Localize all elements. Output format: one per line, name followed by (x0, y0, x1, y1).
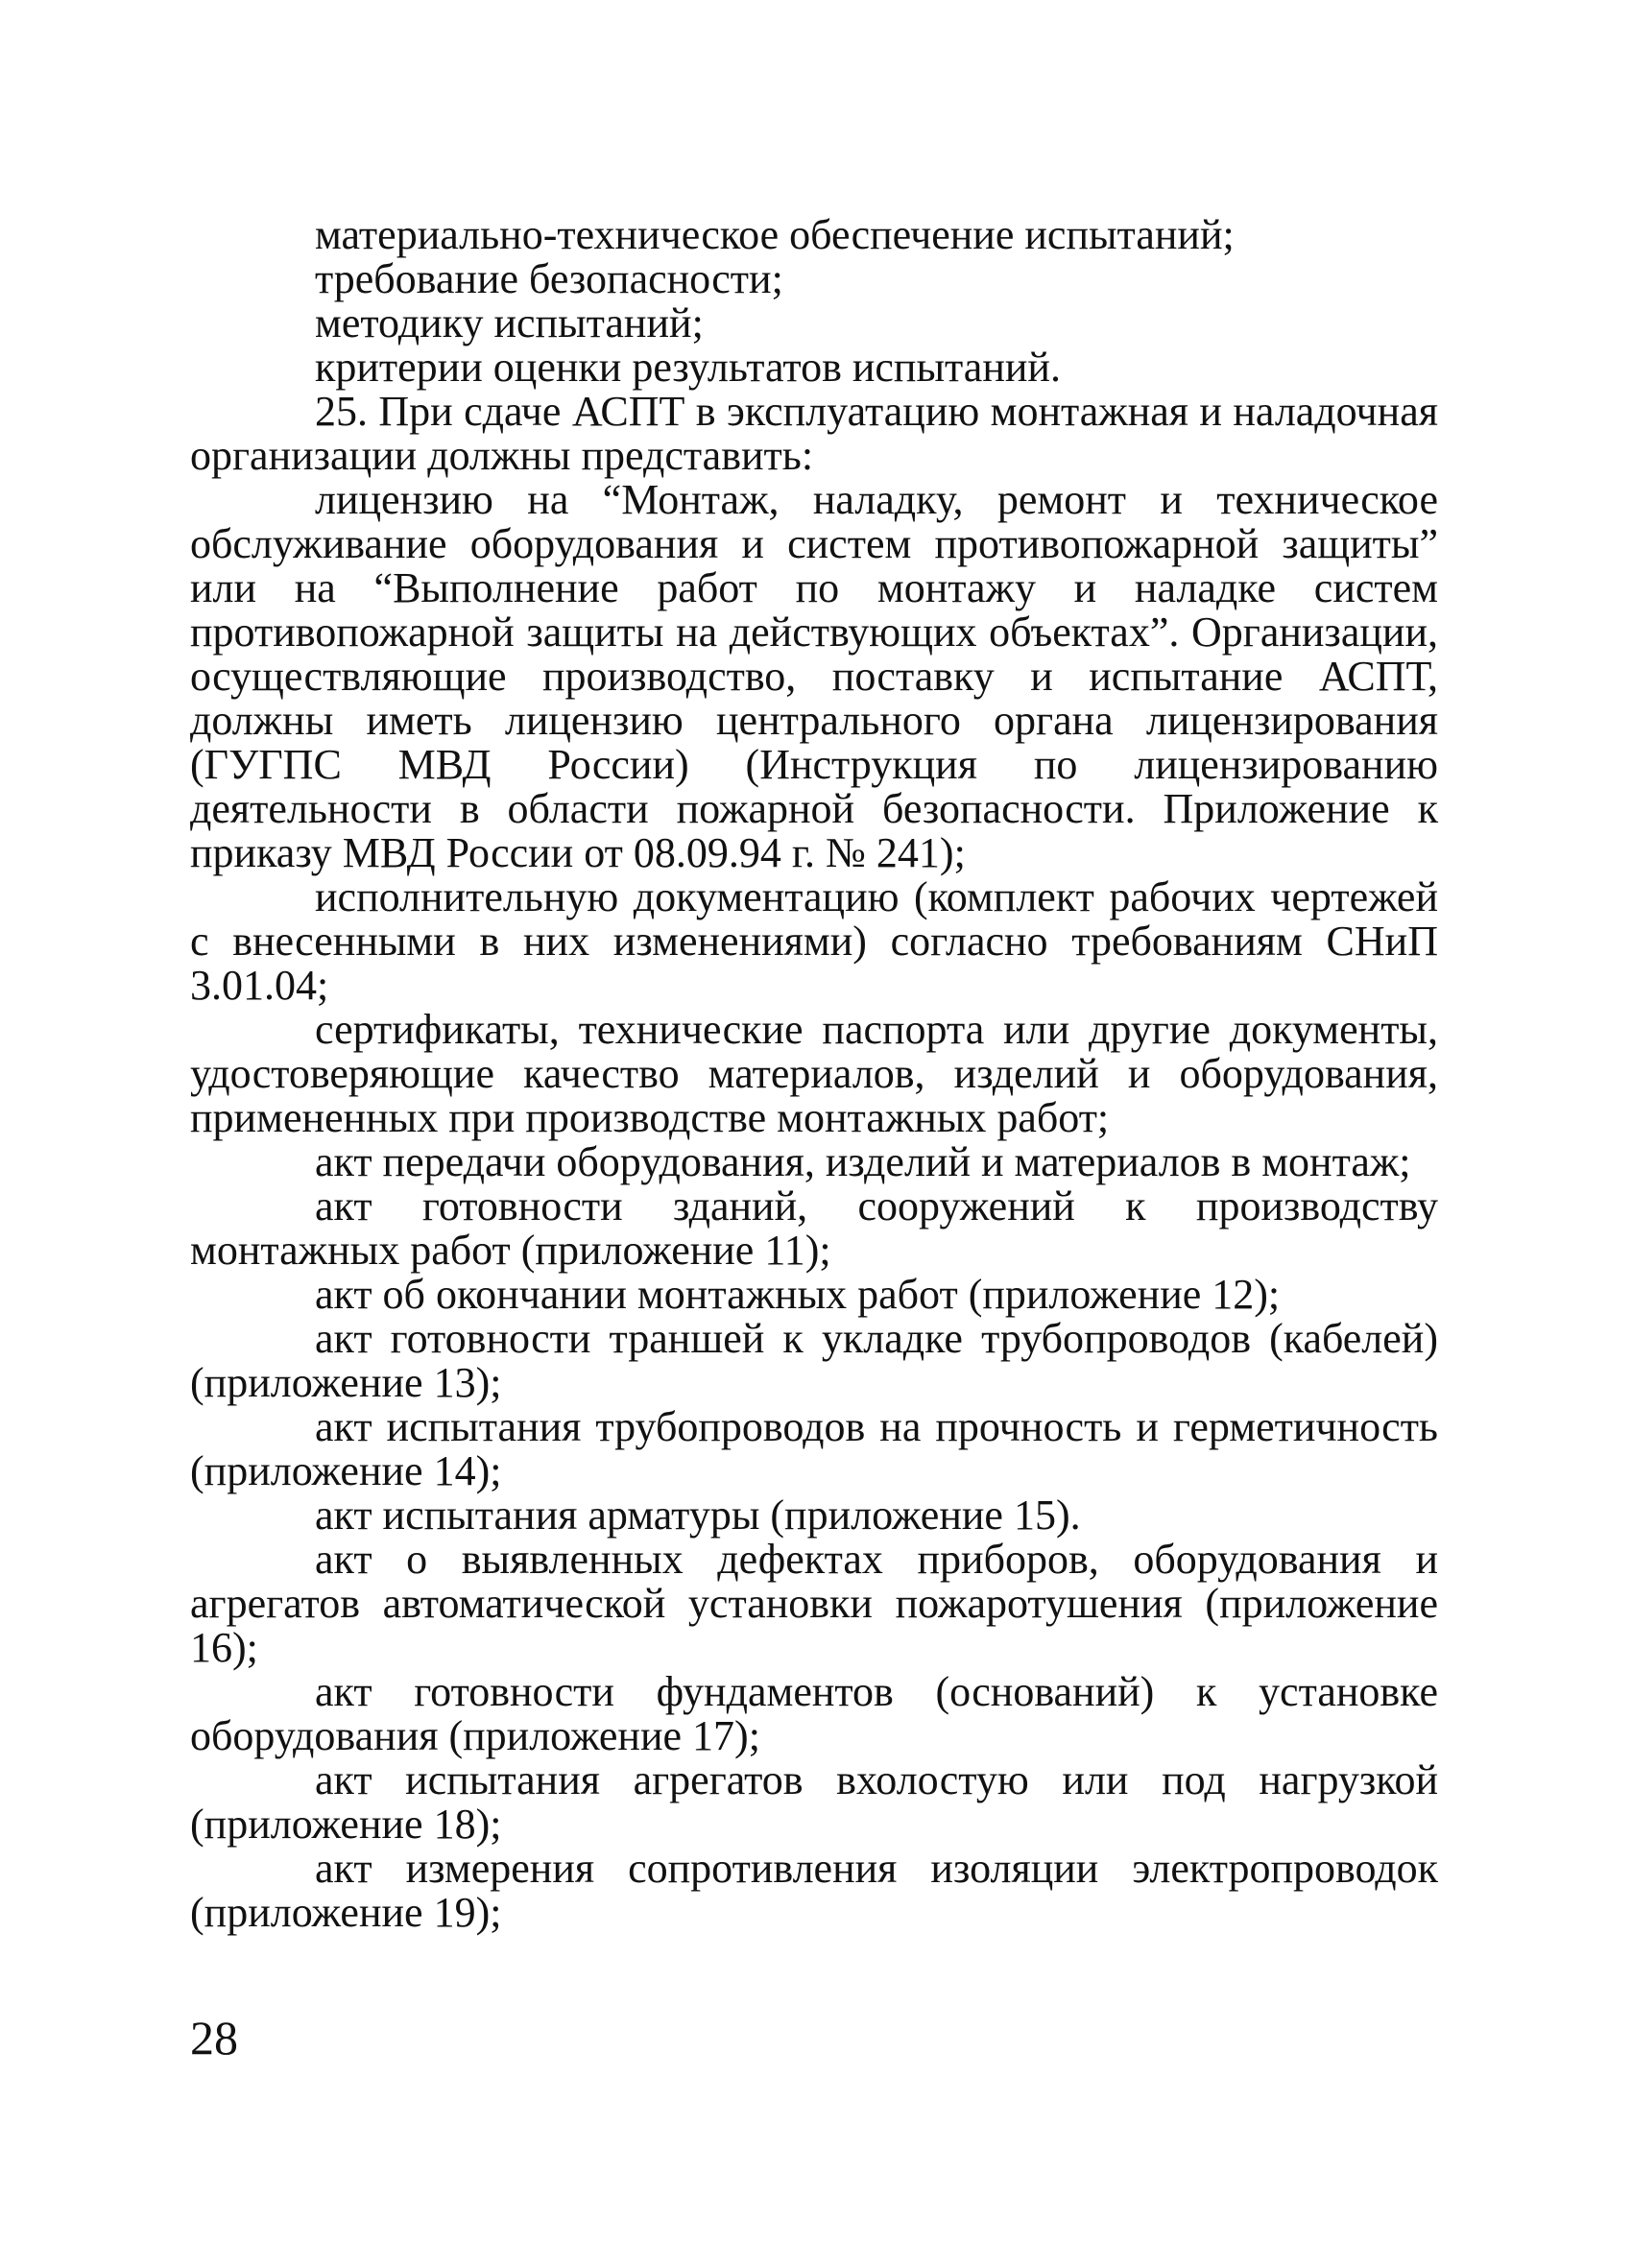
list-item: акт измерения сопротивления изоляции электропроводок (приложение 19); (190, 1845, 1438, 1936)
list-item: акт испытания арматуры (приложение 15). (315, 1492, 1081, 1539)
list-item: акт о выявленных дефектах приборов, оборудования и агрегатов автоматической установки пожаротушения (приложение 16); (190, 1536, 1438, 1671)
body-text (190, 213, 1438, 1935)
list-item: материально-техническое обеспечение испытаний; (315, 211, 1235, 258)
list-item: акт испытания трубопроводов на прочность и герметичность (приложение 14); (190, 1403, 1438, 1494)
list-item: акт испытания агрегатов вхолостую или под нагрузкой (приложение 18); (190, 1756, 1438, 1848)
list-item: методику испытаний; (315, 299, 704, 346)
list-item: исполнительную документацию (комплект рабочих чертежей с внесенными в них изменениями) согласно требованиям СНиП 3.01.04; (190, 873, 1438, 1009)
page-number: 28 (190, 2011, 238, 2065)
list-item: сертификаты, технические паспорта или другие документы, удостоверяющие качество материалов, изделий и оборудования, примененных при производстве монтажных работ; (190, 1006, 1438, 1141)
section-25-paragraph: 25. При сдаче АСПТ в эксплуатацию монтажная и наладочная организации должны представить: (190, 388, 1438, 479)
list-item: акт готовности траншей к укладке трубопроводов (кабелей) (приложение 13); (190, 1315, 1438, 1406)
list-item: акт об окончании монтажных работ (приложение 12); (315, 1271, 1281, 1318)
list-item: лицензию на “Монтаж, наладку, ремонт и техническое обслуживание оборудования и систем противопожарной защиты” или на “Выполнение работ по монтажу и наладке систем противопожарной защиты на действующих объектах”. Организации, осуществляющие производство, поставку и испытание АСПТ, должны иметь лицензию центрального органа лицензирования (ГУГПС МВД России) (Инструкция по лицензированию деятельности в области пожарной безопасности. Приложение к приказу МВД России от 08.09.94 г. № 241); (190, 476, 1438, 876)
list-item: акт готовности фундаментов (оснований) к установке оборудования (приложение 17); (190, 1668, 1438, 1759)
list-item: требование безопасности; (315, 255, 783, 302)
list-item: акт передачи оборудования, изделий и материалов в монтаж; (315, 1138, 1411, 1185)
list-item: акт готовности зданий, сооружений к производству монтажных работ (приложение 11); (190, 1182, 1438, 1274)
list-item: критерии оценки результатов испытаний. (315, 344, 1061, 391)
